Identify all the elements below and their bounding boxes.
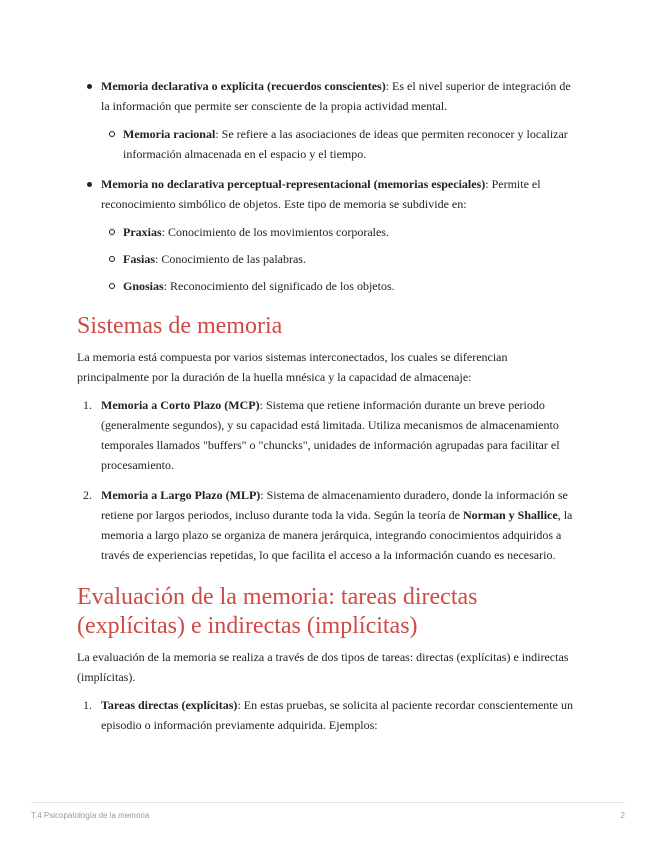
section-intro: La memoria está compuesta por varios sistemas interconectados, los cuales se diferencian principalmente por la duración de la huella mnésica y la capacidad de almacenaje: — [77, 350, 508, 384]
section-heading-memory-evaluation: Evaluación de la memoria: tareas directas (explícitas) e indirectas (implícitas) — [77, 584, 478, 639]
evaluation-tasks-list — [77, 695, 582, 735]
page-number: 2 — [620, 811, 625, 820]
list-number: 1. — [83, 398, 92, 412]
list-item-declarative — [77, 76, 582, 164]
bold-term: Gnosias — [123, 279, 164, 293]
list-item-mlp — [77, 485, 582, 565]
section-intro: La evaluación de la memoria se realiza a través de dos tipos de tareas: directas (explícitas) e indirectas (implícitas). — [77, 650, 569, 684]
bold-term: Memoria declarativa o explícita (recuerdos conscientes) — [101, 79, 386, 93]
footer-title: T.4 Psicopatología de la memoria — [31, 811, 150, 820]
item-text: : Conocimiento de los movimientos corporales. — [161, 225, 389, 239]
item-text: : Sistema que retiene información durante un breve periodo (generalmente segundos), y su capacidad está limitada. Utiliza mecanismos de almacenamiento temporales llamados "buffers" o "chuncks", unidades de información agrupadas para facilitar el procesamiento. — [101, 398, 560, 472]
list-item-non-declarative — [77, 174, 582, 296]
sub-item-rational — [101, 124, 582, 164]
sub-item-gnosias — [101, 276, 582, 296]
sub-item-fasias — [101, 249, 582, 269]
item-text: : Reconocimiento del significado de los objetos. — [163, 279, 395, 293]
page-content — [77, 76, 582, 745]
sub-list — [101, 124, 582, 164]
memory-types-list — [77, 76, 582, 296]
item-text: , la memoria a largo plazo se organiza de manera jerárquica, integrando conocimientos adquiridos a través de experiencias repetidas, lo que facilita el acceso a la información cuando es necesario. — [101, 508, 573, 562]
bold-term: Memoria a Corto Plazo (MCP) — [101, 398, 260, 412]
item-text: : Se refiere a las asociaciones de ideas que permiten reconocer y localizar información almacenada en el espacio y el tiempo. — [123, 127, 568, 161]
memory-systems-list — [77, 395, 582, 565]
list-number: 1. — [83, 698, 92, 712]
bold-term: Praxias — [123, 225, 162, 239]
bold-term: Tareas directas (explícitas) — [101, 698, 238, 712]
page-footer — [31, 802, 625, 825]
item-text: : En estas pruebas, se solicita al paciente recordar conscientemente un episodio o información previamente adquirida. Ejemplos: — [101, 698, 573, 732]
item-text: : Es el nivel superior de integración de la información que permite ser consciente de la propia actividad mental. — [101, 79, 571, 113]
list-number: 2. — [83, 488, 92, 502]
sub-item-praxias — [101, 222, 582, 242]
bold-term: Norman y Shallice — [463, 508, 558, 522]
item-text: : Sistema de almacenamiento duradero, donde la información se retiene por largos periodos, incluso durante toda la vida. Según la teoría de — [101, 488, 568, 522]
bold-term: Memoria a Largo Plazo (MLP) — [101, 488, 261, 502]
list-item-direct-tasks — [77, 695, 582, 735]
section-heading-memory-systems: Sistemas de memoria — [77, 313, 283, 339]
list-item-mcp — [77, 395, 582, 475]
bold-term: Fasias — [123, 252, 156, 266]
bold-term: Memoria racional — [123, 127, 216, 141]
item-text: : Permite el reconocimiento simbólico de objetos. Este tipo de memoria se subdivide en: — [101, 177, 541, 211]
sub-list — [101, 222, 582, 296]
item-text: : Conocimiento de las palabras. — [155, 252, 306, 266]
bold-term: Memoria no declarativa perceptual-representacional (memorias especiales) — [101, 177, 486, 191]
